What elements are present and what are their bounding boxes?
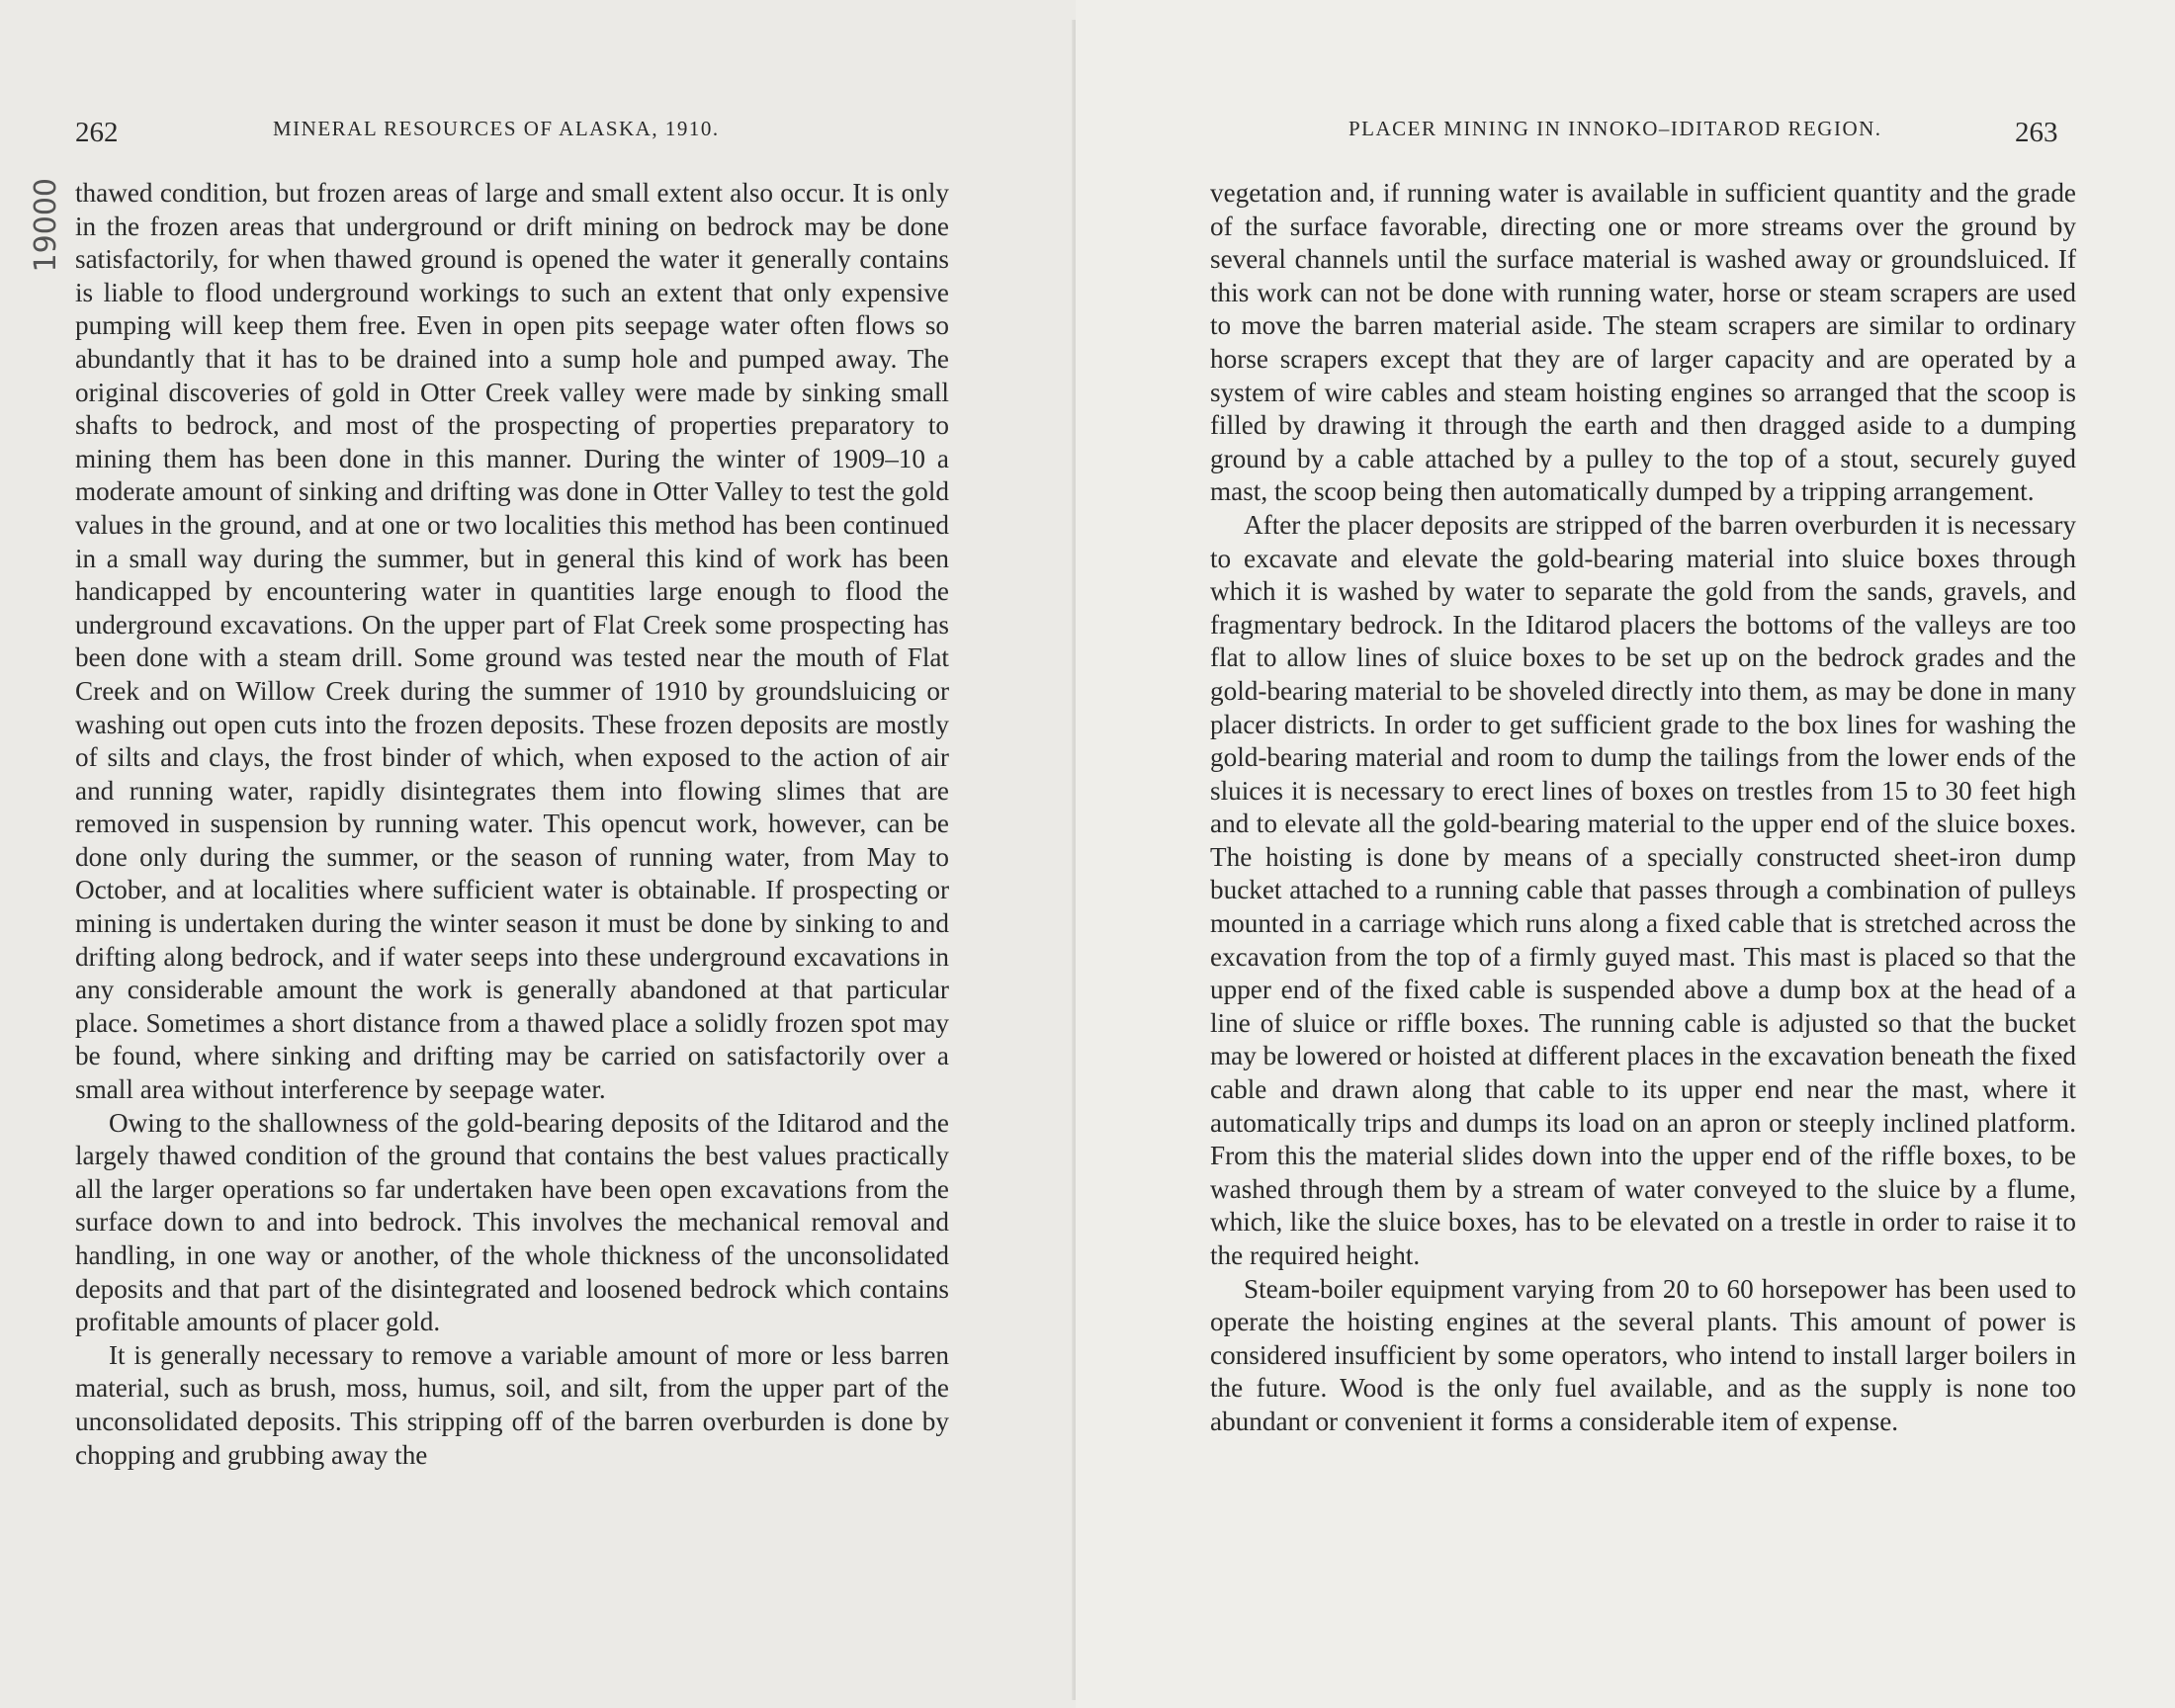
paragraph: thawed condition, but frozen areas of large and small extent also occur. It is only in the frozen areas that underground or drift mining on bedrock may be done satisfactorily, for when thawed ground is opened the water it generally contains is liable to flood underground workings to such an extent that only expensive pumping will keep them free. Even in open pits seepage water often flows so abundantly that it has to be drained into a sump hole and pumped away. The original discoveries of gold in Otter Creek valley were made by sinking small shafts to bedrock, and most of the prospecting of properties preparatory to mining them has been done in this manner. During the winter of 1909–10 a moderate amount of sinking and drifting was done in Otter Valley to test the gold values in the ground, and at one or two localities this method has been continued in a small way during the summer, but in general this kind of work has been handicapped by encountering water in quantities large enough to flood the underground excavations. On the upper part of Flat Creek some prospecting has been done with a steam drill. Some ground was tested near the mouth of Flat Creek and on Willow Creek during the summer of 1910 by groundsluicing or washing out open cuts into the frozen deposits. These frozen deposits are mostly of silts and clays, the frost binder of which, when exposed to the action of air and running water, rapidly disintegrates them into flowing slimes that are removed in suspension by running water. This opencut work, however, can be done only during the summer, or the season of running water, from May to October, and at localities where sufficient water is obtainable. If prospecting or mining is undertaken during the winter season it must be done by sinking to and drifting along bedrock, and if water seeps into these underground excavations in any considerable amount the work is generally abandoned at that particular place. Sometimes a short distance from a thawed place a solidly frozen spot may be found, where sinking and drifting may be carried on satisfactorily over a small area without interference by seepage water. — [75, 178, 949, 1105]
paragraph: It is generally necessary to remove a variable amount of more or less barren material, such as brush, moss, humus, soil, and silt, from the upper part of the unconsolidated deposits. This stripping off of the barren overburden is done by chopping and grubbing away the — [75, 1339, 949, 1470]
running-head: PLACER MINING IN INNOKO–IDITAROD REGION. — [1348, 117, 1882, 140]
page-number: 262 — [75, 117, 119, 148]
paragraph: Steam-boiler equipment varying from 20 to 60 horsepower has been used to operate the hoisting engines at the several plants. This amount of power is considered insufficient by some operators, who intend to install larger boilers in the future. Wood is the only fuel available, and as the supply is none too abundant or convenient it forms a considerable item of expense. — [1210, 1273, 2076, 1436]
body-text — [1210, 177, 2076, 1439]
right-page — [1076, 0, 2175, 1708]
page-number: 263 — [2015, 117, 2058, 148]
left-page — [0, 0, 1076, 1708]
paragraph: After the placer deposits are stripped of the barren overburden it is necessary to excavate and elevate the gold-bearing material into sluice boxes through which it is washed by water to separate the gold from the sands, gravels, and fragmentary bedrock. In the Iditarod placers the bottoms of the valleys are too flat to allow lines of sluice boxes to be set up on the bedrock grades and the gold-bearing material to be shoveled directly into them, as may be done in many placer districts. In order to get sufficient grade to the box lines for washing the gold-bearing material and room to dump the tailings from the lower ends of the sluices it is necessary to erect lines of boxes on trestles from 15 to 30 feet high and to elevate all the gold-bearing material to the upper end of the sluice boxes. The hoisting is done by means of a specially constructed sheet-iron dump bucket attached to a running cable that passes through a combination of pulleys mounted in a carriage which runs along a fixed cable that is stretched across the excavation from the top of a firmly guyed mast. This mast is placed so that the upper end of the fixed cable is suspended above a dump box at the head of a line of sluice or riffle boxes. The running cable is adjusted so that the bucket may be lowered or hoisted at different places in the excavation beneath the fixed cable and drawn along that cable to its upper end near the mast, where it automatically trips and dumps its load on an apron or steeply inclined platform. From this the material slides down into the upper end of the riffle boxes, to be washed through them by a stream of water conveyed to the sluice by a flume, which, like the sluice boxes, has to be elevated on a trestle in order to raise it to the required height. — [1210, 509, 2076, 1270]
paragraph: Owing to the shallowness of the gold-bearing deposits of the Iditarod and the largely thawed condition of the ground that contains the best values practically all the larger operations so far undertaken have been open excavations from the surface down to and into bedrock. This involves the mechanical removal and handling, in one way or another, of the whole thickness of the unconsolidated deposits and that part of the disintegrated and loosened bedrock which contains profitable amounts of placer gold. — [75, 1107, 949, 1337]
margin-stamp — [28, 178, 67, 376]
body-text — [75, 177, 949, 1472]
margin-stamp-text: 19000 — [29, 178, 63, 273]
paragraph: vegetation and, if running water is available in sufficient quantity and the grade of the surface favorable, directing one or more streams over the ground by several channels until the surface material is washed away or groundsluiced. If this work can not be done with running water, horse or steam scrapers are used to move the barren material aside. The steam scrapers are similar to ordinary horse scrapers except that they are of larger capacity and are operated by a system of wire cables and steam hoisting engines so arranged that the scoop is filled by drawing it through the earth and then dragged aside to a dumping ground by a cable attached by a pulley to the top of a stout, securely guyed mast, the scoop being then automatically dumped by a tripping arrangement. — [1210, 178, 2076, 507]
running-head: MINERAL RESOURCES OF ALASKA, 1910. — [273, 117, 720, 140]
